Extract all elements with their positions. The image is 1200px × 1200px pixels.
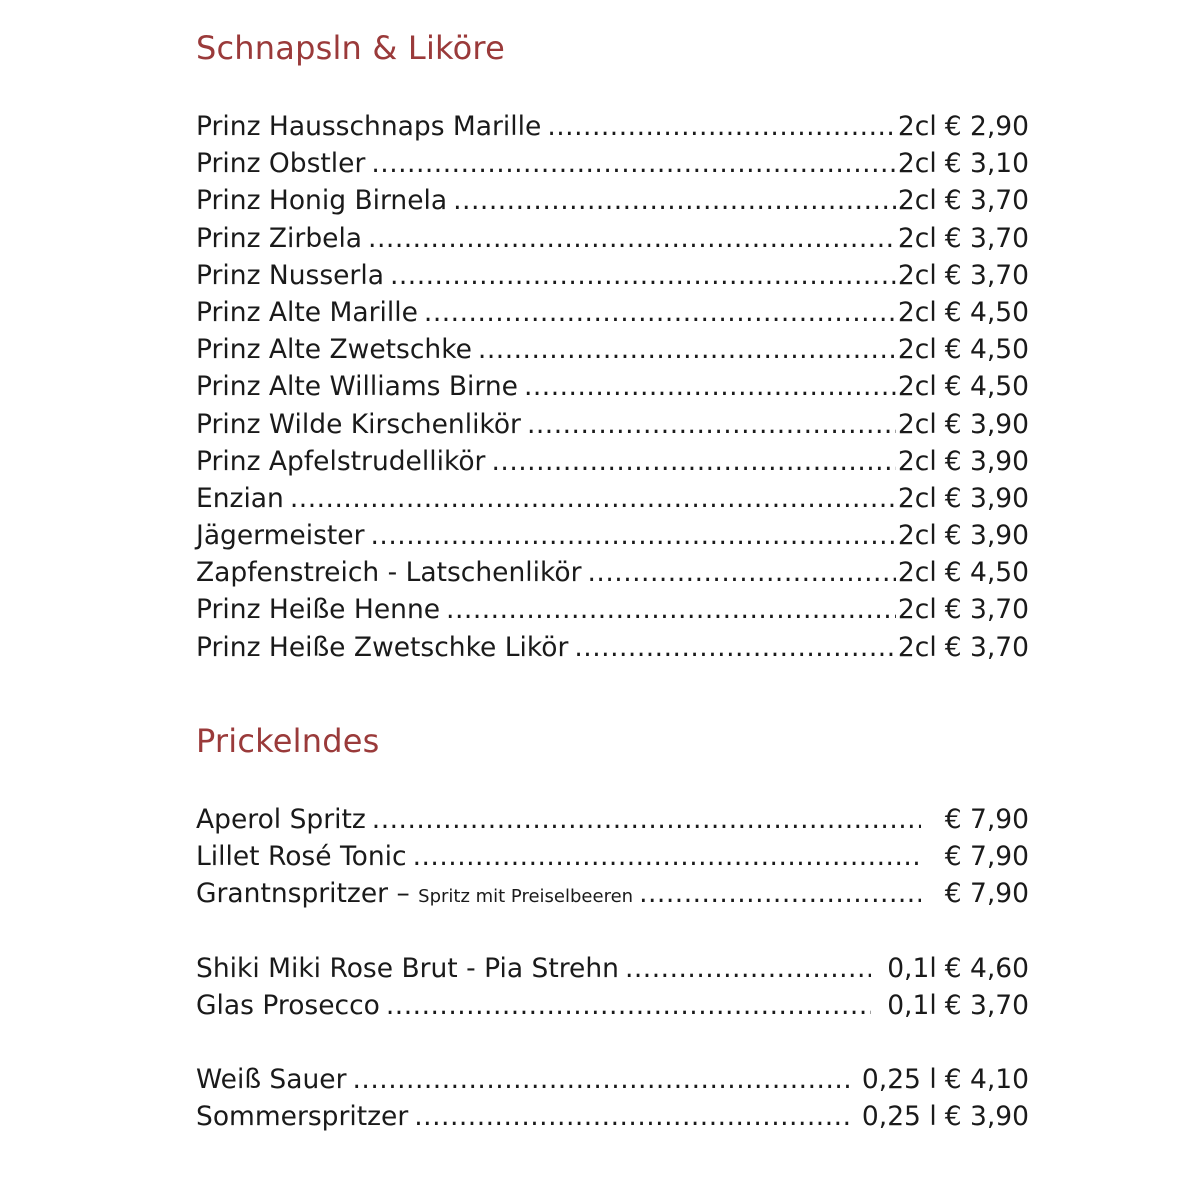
item-price: € 3,90 (944, 445, 1029, 477)
item-name: Prinz Heiße Zwetschke Likör (196, 631, 569, 663)
dot-leader (390, 260, 896, 291)
item-price: € 7,90 (944, 804, 1029, 835)
item-name (196, 878, 633, 909)
item-quantity: 2cl (897, 631, 937, 663)
dot-leader (368, 223, 896, 254)
item-quantity: 2cl (897, 334, 937, 366)
item-quantity: 2cl (897, 185, 937, 217)
item-name: Prinz Obstler (196, 148, 366, 180)
item-name-text: Grantnspritzer – (196, 878, 419, 910)
item-name: Zapfenstreich - Latschenlikör (196, 557, 582, 589)
item-price: € 3,70 (944, 259, 1029, 291)
dot-leader (524, 371, 896, 402)
dot-leader (372, 804, 921, 835)
item-name: Enzian (196, 482, 284, 514)
spritz-list (196, 804, 1029, 916)
dot-leader (574, 632, 896, 663)
item-name: Prinz Wilde Kirschenlikör (196, 408, 521, 440)
dot-leader (491, 446, 895, 477)
item-name: Aperol Spritz (196, 804, 366, 835)
item-name: Prinz Alte Zwetschke (196, 334, 472, 366)
list-item (196, 520, 1029, 557)
item-name: Prinz Apfelstrudellikör (196, 445, 486, 477)
list-item (196, 632, 1029, 669)
item-name: Prinz Hausschnaps Marille (196, 111, 542, 142)
dot-leader (371, 520, 896, 551)
dot-leader (527, 409, 896, 440)
list-item (196, 1101, 1029, 1138)
list-item (196, 148, 1029, 185)
item-price: € 4,50 (944, 334, 1029, 366)
list-item (196, 483, 1029, 520)
list-item (196, 878, 1029, 915)
dot-leader (478, 334, 896, 365)
item-price: € 3,90 (944, 408, 1029, 440)
item-quantity: 2cl (897, 408, 937, 440)
list-item (196, 594, 1029, 631)
item-name: Prinz Nusserla (196, 259, 384, 291)
list-item (196, 409, 1029, 446)
dot-leader (414, 1101, 854, 1132)
item-price: € 3,70 (944, 631, 1029, 663)
list-item (196, 557, 1029, 594)
item-note: Spritz mit Preiselbeeren (418, 886, 634, 908)
item-name: Prinz Alte Marille (196, 296, 418, 328)
dot-leader (413, 841, 921, 872)
item-price: € 4,10 (944, 1064, 1029, 1095)
item-name: Prinz Zirbela (196, 222, 363, 254)
section-title-schnaps: Schnapsln & Liköre (196, 29, 505, 67)
item-name: Weiß Sauer (196, 1064, 347, 1095)
list-item (196, 223, 1029, 260)
list-item (196, 990, 1029, 1027)
list-item (196, 841, 1029, 878)
list-item (196, 446, 1029, 483)
item-quantity: 2cl (897, 111, 937, 142)
item-price: € 7,90 (944, 841, 1029, 873)
item-quantity: 0,1l (887, 990, 937, 1022)
item-name: Prinz Alte Williams Birne (196, 371, 518, 403)
dot-leader (625, 953, 871, 984)
item-price: € 3,70 (944, 185, 1029, 217)
item-price: € 4,50 (944, 557, 1029, 589)
item-name: Prinz Honig Birnela (196, 185, 448, 217)
item-name: Prinz Heiße Henne (196, 594, 441, 626)
item-quantity: 2cl (897, 259, 937, 291)
dot-leader (446, 594, 896, 625)
item-name: Glas Prosecco (196, 990, 380, 1022)
item-quantity: 0,25 l (861, 1064, 937, 1095)
item-price: € 4,50 (944, 296, 1029, 328)
dot-leader (639, 878, 921, 909)
item-quantity: 2cl (897, 148, 937, 180)
item-quantity: 2cl (897, 222, 937, 254)
schnaps-list (196, 111, 1029, 669)
dot-leader (453, 185, 896, 216)
item-quantity: 2cl (897, 520, 937, 552)
item-price: € 4,60 (944, 953, 1029, 984)
dot-leader (588, 557, 896, 588)
item-name: Lillet Rosé Tonic (196, 841, 407, 873)
item-quantity: 0,1l (887, 953, 937, 984)
section-title-prickelndes: Prickelndes (196, 722, 380, 760)
item-quantity: 0,25 l (861, 1101, 937, 1133)
item-price: € 2,90 (944, 111, 1029, 142)
list-item (196, 297, 1029, 334)
item-quantity: 2cl (897, 371, 937, 403)
item-price: € 3,70 (944, 594, 1029, 626)
wein-list (196, 1064, 1029, 1138)
list-item (196, 260, 1029, 297)
item-price: € 3,90 (944, 520, 1029, 552)
item-name: Jägermeister (196, 520, 365, 552)
list-item (196, 334, 1029, 371)
item-name: Sommerspritzer (196, 1101, 409, 1133)
item-quantity: 2cl (897, 296, 937, 328)
item-name: Shiki Miki Rose Brut - Pia Strehn (196, 953, 619, 984)
dot-leader (353, 1064, 854, 1095)
list-item (196, 1064, 1029, 1101)
item-price: € 4,50 (944, 371, 1029, 403)
list-item (196, 953, 1029, 990)
item-quantity: 2cl (897, 557, 937, 589)
list-item (196, 804, 1029, 841)
dot-leader (290, 483, 896, 514)
list-item (196, 185, 1029, 222)
dot-leader (371, 148, 896, 179)
item-price: € 3,70 (944, 990, 1029, 1022)
item-quantity: 2cl (897, 445, 937, 477)
item-price: € 7,90 (944, 878, 1029, 910)
list-item (196, 111, 1029, 148)
item-quantity: 2cl (897, 594, 937, 626)
list-item (196, 371, 1029, 408)
item-price: € 3,90 (944, 1101, 1029, 1133)
item-price: € 3,90 (944, 482, 1029, 514)
dot-leader (424, 297, 896, 328)
sekt-list (196, 953, 1029, 1027)
dot-leader (386, 990, 871, 1021)
item-price: € 3,10 (944, 148, 1029, 180)
item-price: € 3,70 (944, 222, 1029, 254)
item-quantity: 2cl (897, 482, 937, 514)
dot-leader (547, 111, 896, 142)
